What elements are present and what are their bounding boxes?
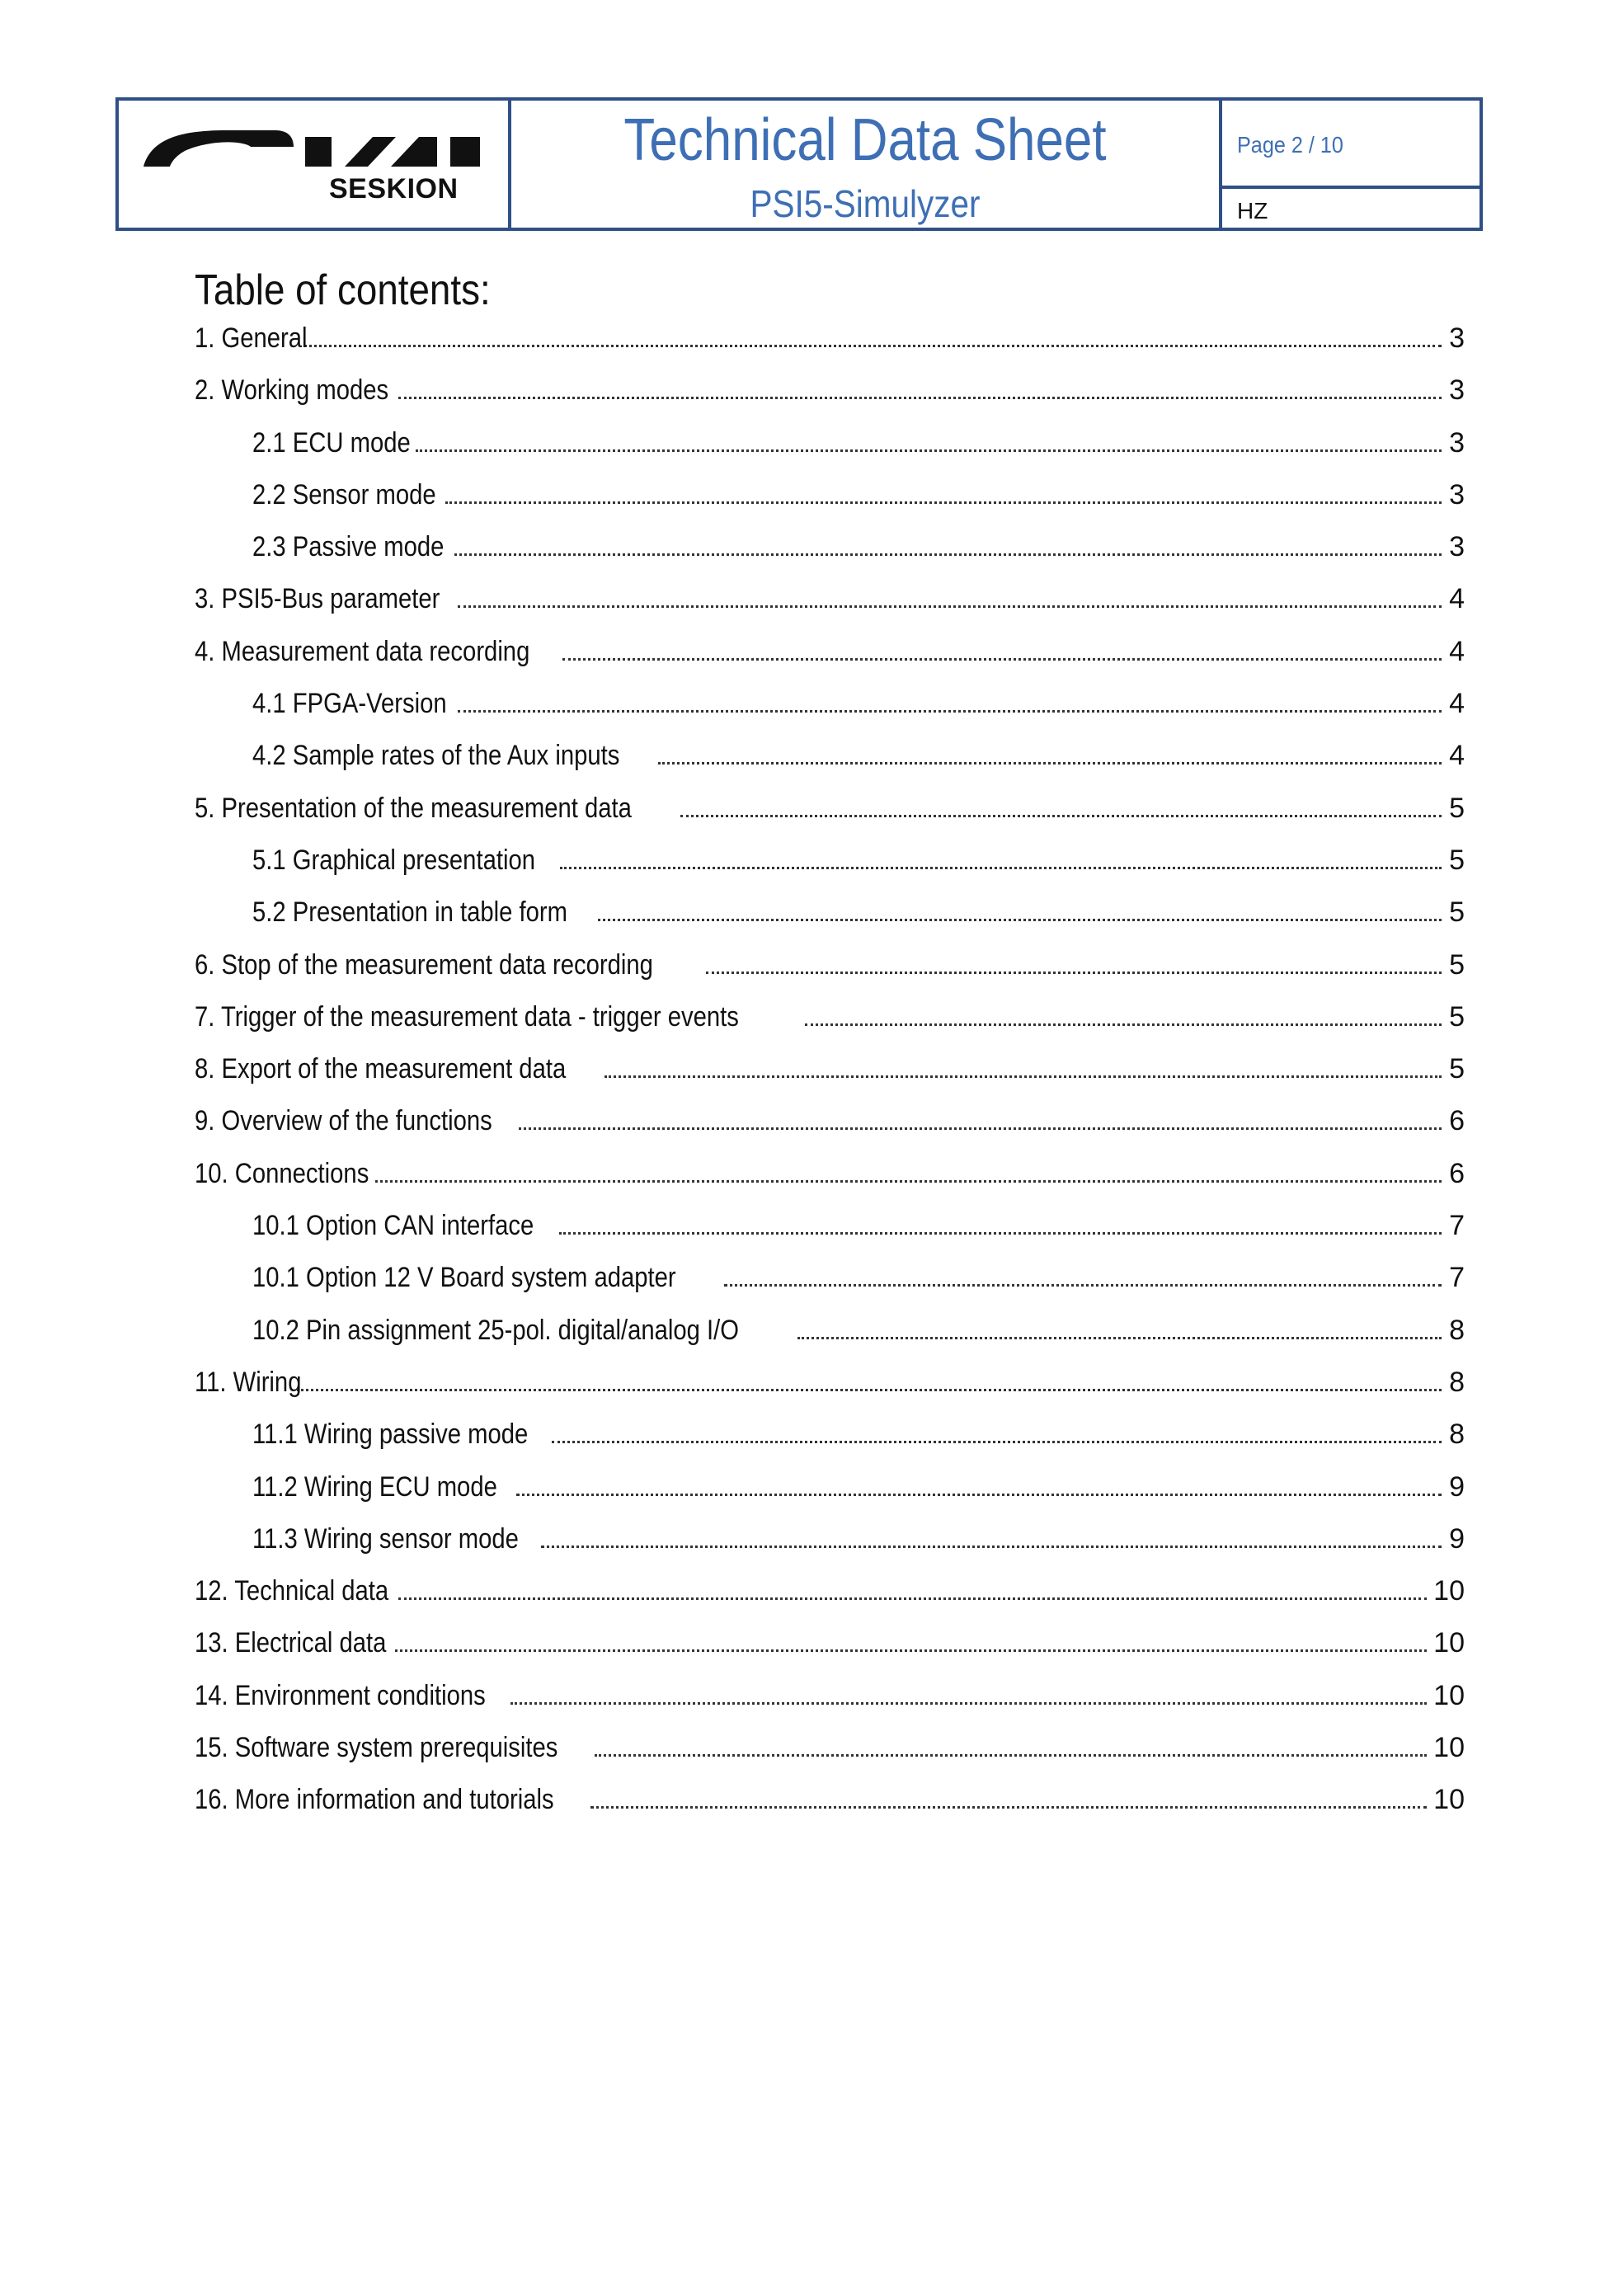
toc-entry-label: 13. Electrical data: [195, 1627, 387, 1659]
toc-entry-page: 8: [1449, 1314, 1465, 1346]
toc-entry[interactable]: [195, 1204, 1465, 1256]
page-number: Page 2 / 10: [1237, 132, 1343, 158]
toc-entry-page: 10: [1433, 1732, 1465, 1764]
toc-dot-leader: [416, 449, 1442, 452]
toc-entry-label: 3. PSI5-Bus parameter: [195, 583, 440, 615]
toc-entry[interactable]: [195, 317, 1465, 369]
toc-dot-leader: [303, 345, 1442, 347]
toc-entry-page: 3: [1449, 426, 1465, 459]
toc-entry[interactable]: [195, 1047, 1465, 1099]
toc-dot-leader: [658, 762, 1442, 765]
toc-dot-leader: [541, 1546, 1442, 1548]
toc-entry[interactable]: [195, 995, 1465, 1047]
toc-entry-label: 4.2 Sample rates of the Aux inputs: [252, 740, 620, 772]
toc-entry-label: 12. Technical data: [195, 1575, 389, 1607]
logo-wordmark: SESKION: [329, 173, 459, 205]
toc-entry-label: 10.1 Option CAN interface: [252, 1210, 534, 1242]
toc-entry-page: 5: [1449, 948, 1465, 981]
seskion-logo-icon: [143, 130, 482, 168]
toc-entry-page: 3: [1449, 478, 1465, 510]
toc-dot-leader: [560, 867, 1442, 869]
toc-entry[interactable]: [195, 473, 1465, 525]
toc-entry-label: 10.1 Option 12 V Board system adapter: [252, 1262, 676, 1294]
toc-entry-label: 11.1 Wiring passive mode: [252, 1419, 529, 1451]
toc-entry[interactable]: [195, 525, 1465, 577]
toc-dot-leader: [458, 710, 1442, 713]
toc-dot-leader: [445, 501, 1442, 504]
toc-entry[interactable]: [195, 1517, 1465, 1569]
toc-entry-label: 2.1 ECU mode: [252, 426, 411, 459]
toc-entry-page: 6: [1449, 1157, 1465, 1189]
toc-entry-label: 10.2 Pin assignment 25-pol. digital/analog I/O: [252, 1314, 740, 1346]
toc-entry-label: 8. Export of the measurement data: [195, 1053, 567, 1085]
author-initials: HZ: [1237, 198, 1268, 223]
toc-dot-leader: [458, 605, 1442, 608]
toc-dot-leader: [562, 658, 1442, 661]
toc-dot-leader: [595, 1754, 1427, 1757]
toc-dot-leader: [395, 1649, 1427, 1652]
toc-dot-leader: [680, 815, 1442, 817]
toc-entry-page: 10: [1433, 1575, 1465, 1607]
toc-entry-label: 5.2 Presentation in table form: [252, 896, 567, 929]
toc-entry-page: 9: [1449, 1470, 1465, 1503]
toc-entry-page: 9: [1449, 1522, 1465, 1555]
toc-entry-label: 2. Working modes: [195, 374, 389, 407]
toc-entry-page: 5: [1449, 1000, 1465, 1033]
toc-entry-label: 9. Overview of the functions: [195, 1105, 492, 1137]
toc-entry-label: 11. Wiring: [195, 1366, 302, 1398]
toc-entry-label: 15. Software system prerequisites: [195, 1732, 558, 1764]
meta-cell: [1222, 101, 1480, 228]
toc-entry-page: 4: [1449, 740, 1465, 772]
toc-entry[interactable]: [195, 891, 1465, 943]
toc-entry-page: 3: [1449, 374, 1465, 407]
toc-entry-page: 5: [1449, 844, 1465, 876]
toc-dot-leader: [297, 1389, 1442, 1391]
toc-entry-page: 3: [1449, 531, 1465, 563]
toc-entry-page: 4: [1449, 635, 1465, 667]
toc-dot-leader: [398, 1597, 1428, 1600]
document-title: Technical Data Sheet: [623, 107, 1107, 173]
title-cell: [511, 101, 1222, 228]
toc-entry[interactable]: [195, 1099, 1465, 1151]
toc-dot-leader: [724, 1284, 1442, 1287]
toc-entry-page: 5: [1449, 896, 1465, 929]
toc-entry-page: 4: [1449, 583, 1465, 615]
toc-dot-leader: [797, 1337, 1442, 1339]
toc-entry[interactable]: [195, 1361, 1465, 1413]
toc-entry-label: 5.1 Graphical presentation: [252, 844, 535, 876]
toc-dot-leader: [598, 919, 1442, 921]
document-subtitle: PSI5-Simulyzer: [750, 182, 981, 225]
toc-entry[interactable]: [195, 943, 1465, 995]
toc-entry-page: 4: [1449, 688, 1465, 720]
toc-entry-label: 2.3 Passive mode: [252, 531, 445, 563]
toc-entry[interactable]: [195, 1152, 1465, 1204]
toc-entry[interactable]: [195, 1674, 1465, 1726]
toc-entry-label: 16. More information and tutorials: [195, 1784, 554, 1816]
toc-entry[interactable]: [195, 1413, 1465, 1465]
page-number-cell: [1222, 101, 1480, 189]
toc-entry-page: 7: [1449, 1262, 1465, 1294]
toc-entry[interactable]: [195, 1256, 1465, 1308]
toc-dot-leader: [398, 397, 1442, 399]
toc-dot-leader: [454, 553, 1442, 556]
toc-dot-leader: [510, 1702, 1427, 1705]
toc-entry-page: 7: [1449, 1210, 1465, 1242]
toc-entry[interactable]: [195, 787, 1465, 839]
toc-dot-leader: [552, 1441, 1442, 1443]
toc-entry-page: 10: [1433, 1627, 1465, 1659]
toc-entry-label: 11.2 Wiring ECU mode: [252, 1470, 497, 1503]
toc-dot-leader: [805, 1023, 1442, 1026]
toc-entry-page: 10: [1433, 1784, 1465, 1816]
toc-entry-label: 14. Environment conditions: [195, 1679, 486, 1711]
toc-entry[interactable]: [195, 1466, 1465, 1517]
toc-entry[interactable]: [195, 1309, 1465, 1361]
toc-entry[interactable]: [195, 577, 1465, 629]
toc-entry-page: 6: [1449, 1105, 1465, 1137]
toc-entry-label: 6. Stop of the measurement data recording: [195, 948, 653, 981]
toc-entry-page: 5: [1449, 792, 1465, 824]
toc-entry[interactable]: [195, 682, 1465, 734]
toc-dot-leader: [706, 972, 1442, 974]
toc-dot-leader: [590, 1806, 1427, 1809]
toc-entry[interactable]: [195, 1621, 1465, 1673]
toc-entry[interactable]: [195, 1726, 1465, 1778]
toc-entry[interactable]: [195, 369, 1465, 421]
logo-cell: [119, 101, 511, 228]
document-header: [115, 97, 1483, 231]
toc-entry[interactable]: [195, 630, 1465, 682]
toc-entry-label: 2.2 Sensor mode: [252, 478, 436, 510]
toc-entry-label: 10. Connections: [195, 1157, 369, 1189]
toc-entry-page: 3: [1449, 322, 1465, 354]
toc-dot-leader: [559, 1232, 1442, 1235]
toc-entry-page: 8: [1449, 1366, 1465, 1398]
table-of-contents: [195, 317, 1465, 1831]
toc-entry[interactable]: [195, 734, 1465, 786]
toc-dot-leader: [516, 1494, 1442, 1496]
toc-entry[interactable]: [195, 1778, 1465, 1830]
toc-entry-label: 5. Presentation of the measurement data: [195, 792, 632, 824]
toc-dot-leader: [519, 1127, 1442, 1130]
toc-entry-page: 10: [1433, 1679, 1465, 1711]
toc-dot-leader: [605, 1075, 1442, 1078]
toc-entry-page: 8: [1449, 1419, 1465, 1451]
toc-dot-leader: [375, 1180, 1442, 1183]
toc-heading: Table of contents:: [195, 266, 491, 314]
toc-entry-page: 5: [1449, 1053, 1465, 1085]
toc-entry[interactable]: [195, 421, 1465, 473]
toc-entry-label: 7. Trigger of the measurement data - trigger events: [195, 1000, 739, 1033]
toc-entry-label: 4.1 FPGA-Version: [252, 688, 447, 720]
toc-entry[interactable]: [195, 1569, 1465, 1621]
toc-entry-label: 11.3 Wiring sensor mode: [252, 1522, 519, 1555]
toc-entry[interactable]: [195, 839, 1465, 891]
toc-entry-label: 1. General: [195, 322, 308, 354]
toc-entry-label: 4. Measurement data recording: [195, 635, 530, 667]
